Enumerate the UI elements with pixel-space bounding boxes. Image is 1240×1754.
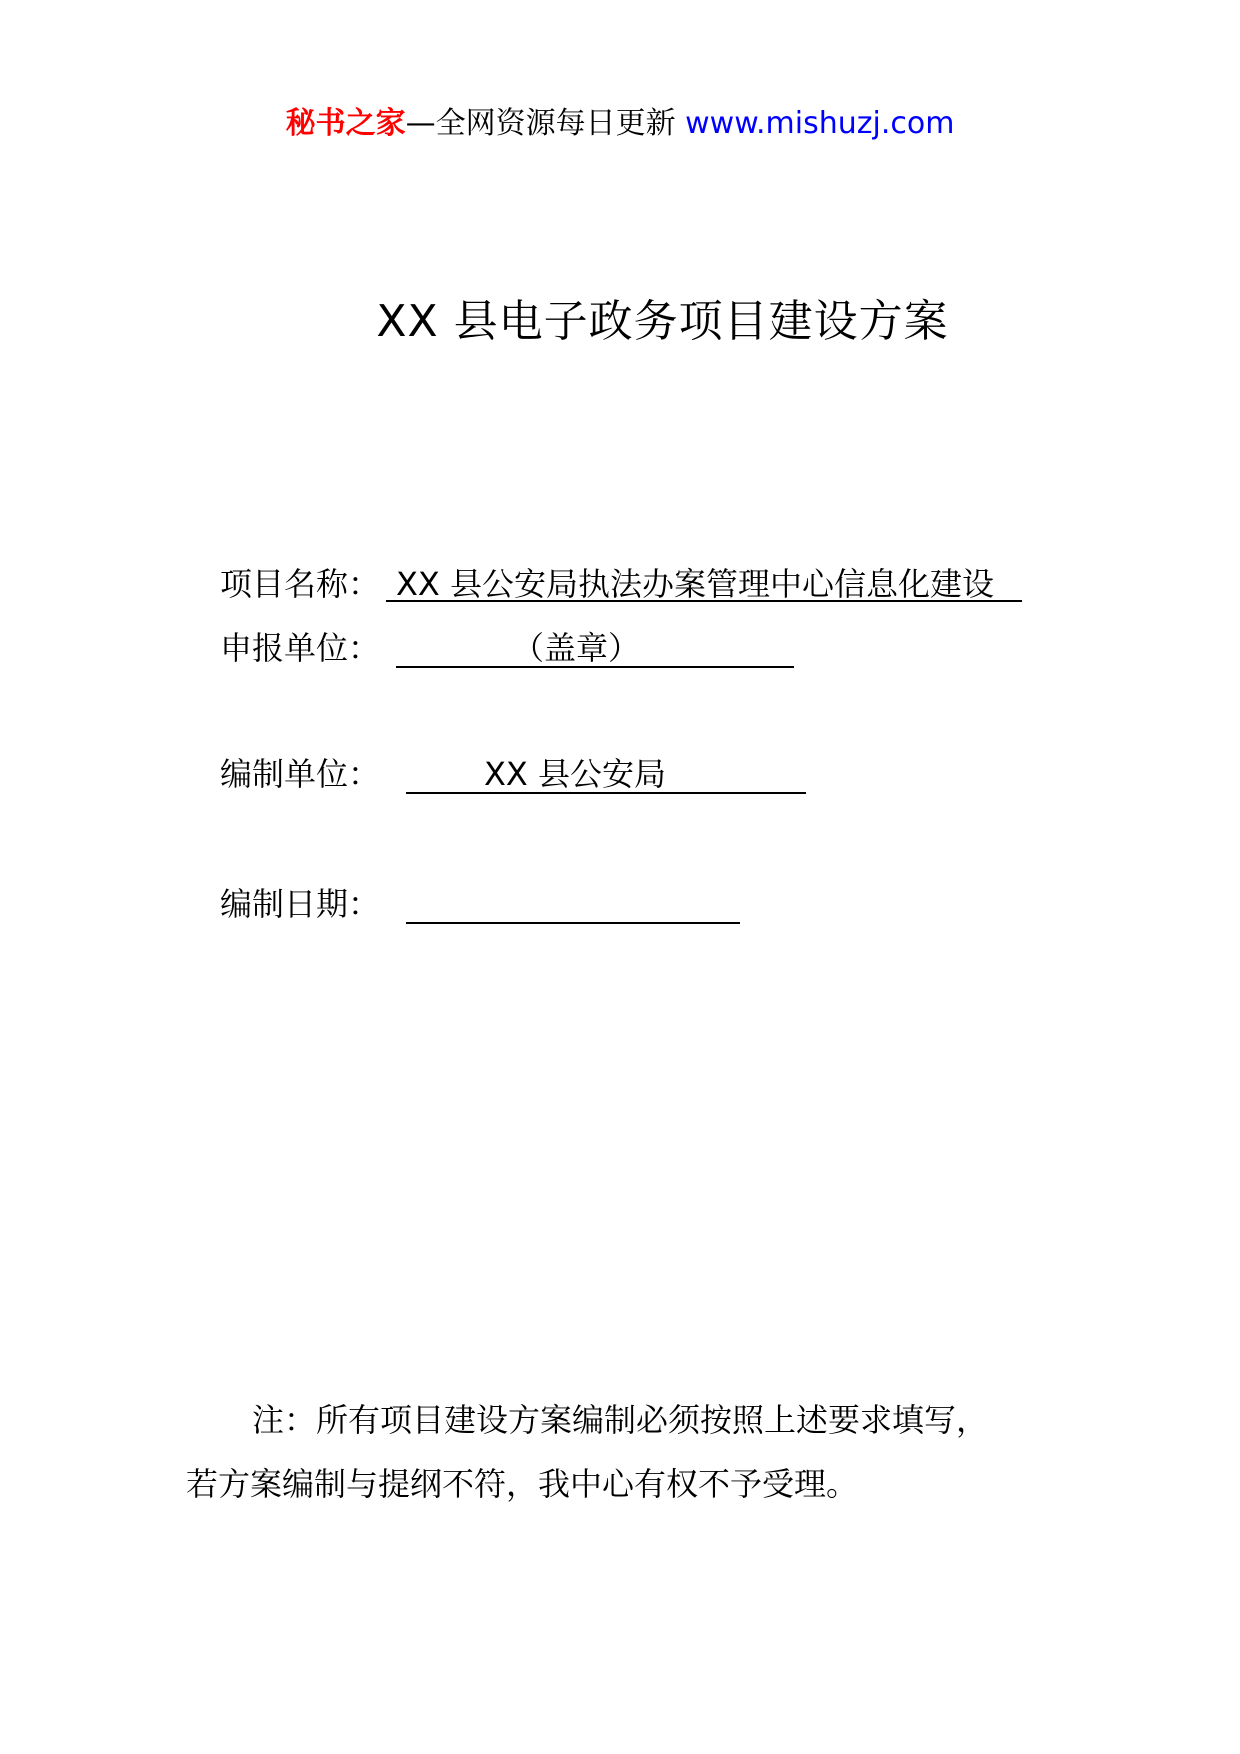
compiler-label: 编制单位： [220, 755, 381, 793]
brand-name: 秘书之家 [285, 106, 406, 141]
applicant-value: （盖章） [512, 629, 641, 667]
banner-tagline: —全网资源每日更新 [405, 106, 676, 141]
site-url-link[interactable]: www.mishuzj.com [685, 106, 955, 141]
project-name-label: 项目名称： [220, 565, 381, 603]
applicant-label: 申报单位： [220, 629, 381, 667]
date-underline [406, 922, 740, 924]
compiler-value: XX 县公安局 [484, 755, 667, 793]
date-label: 编制日期： [220, 885, 381, 923]
document-title: XX 县电子政务项目建设方案 [376, 296, 949, 347]
note-line-1: 注：所有项目建设方案编制必须按照上述要求填写， [252, 1401, 989, 1439]
note-line-2: 若方案编制与提纲不符，我中心有权不予受理。 [186, 1465, 859, 1503]
project-name-value: XX 县公安局执法办案管理中心信息化建设 [396, 565, 995, 603]
site-banner [0, 104, 1240, 144]
